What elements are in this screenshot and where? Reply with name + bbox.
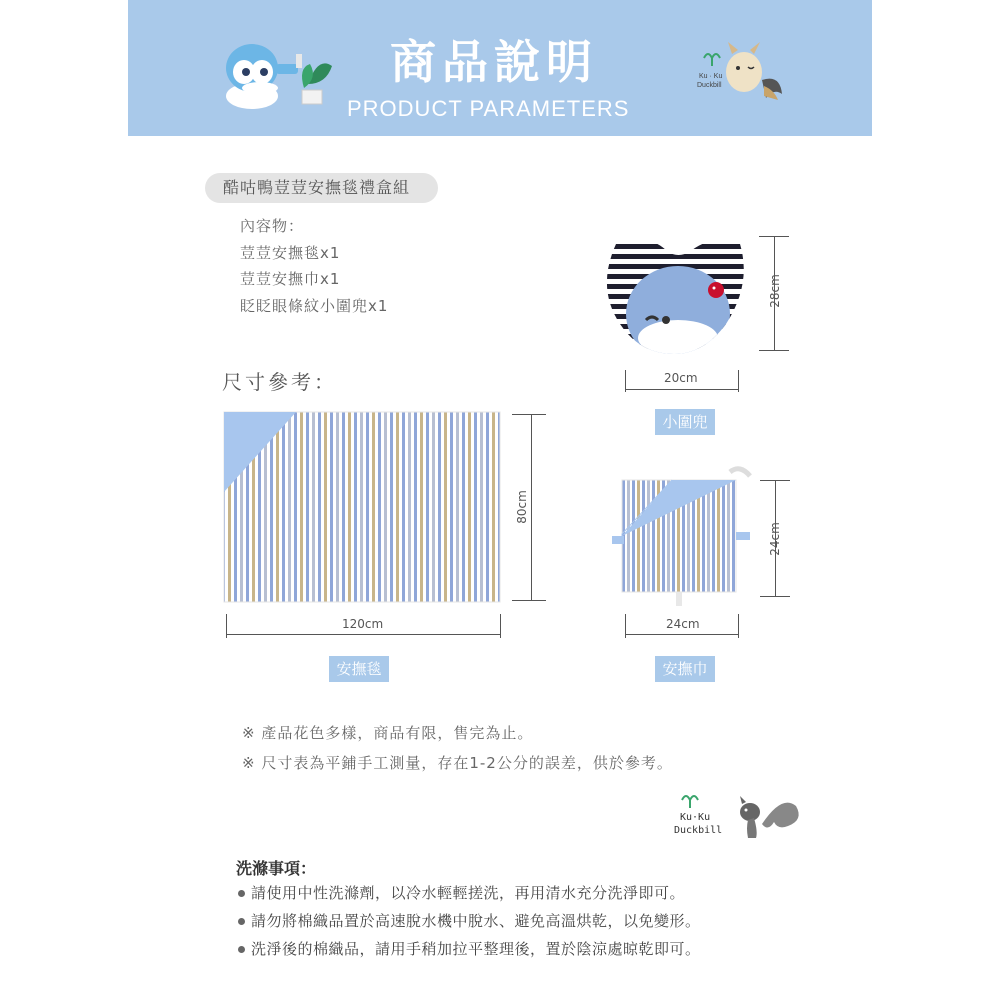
towel-width-label: 24cm	[666, 617, 700, 631]
care-item: 請使用中性洗滌劑，以冷水輕輕搓洗，再用清水充分洗淨即可。	[238, 882, 685, 903]
blanket-width-label: 120cm	[342, 617, 384, 631]
svg-text:Ku · Ku: Ku · Ku	[699, 73, 723, 80]
sprout-icon	[670, 788, 710, 808]
duck-mascot-icon	[212, 34, 336, 110]
contents-item: 眨眨眼條紋小圍兜x1	[240, 296, 389, 315]
care-title: 洗滌事項：	[236, 859, 317, 878]
dimension-line	[738, 614, 739, 638]
dimension-line	[512, 600, 546, 601]
towel-tag: 安撫巾	[655, 656, 715, 682]
bib-height-label: 28cm	[768, 274, 782, 308]
blanket-height-label: 80cm	[515, 490, 529, 524]
dimension-line	[738, 370, 739, 392]
bib-width-label: 20cm	[664, 371, 698, 385]
squirrel-mascot-icon	[696, 36, 788, 108]
bib-image	[606, 234, 750, 358]
contents-item: 荳荳安撫巾x1	[240, 270, 341, 288]
size-reference-label: 尺寸參考：	[222, 370, 337, 394]
logo-text-line2: Duckbill	[674, 825, 723, 836]
note-1: ※ 產品花色多樣，商品有限，售完為止。	[242, 724, 534, 742]
blanket-image	[222, 410, 504, 604]
dimension-line	[760, 596, 790, 597]
towel-image	[612, 466, 762, 612]
squirrel-icon	[728, 788, 804, 840]
banner-title: 商品說明	[390, 35, 598, 89]
blanket-tag: 安撫毯	[329, 656, 389, 682]
logo-text-line1: Ku·Ku	[680, 812, 711, 823]
product-name: 酷咕鴨荳荳安撫毯禮盒組	[205, 173, 438, 203]
care-item: 請勿將棉織品置於高速脫水機中脫水、避免高溫烘乾，以免變形。	[238, 910, 701, 931]
dimension-line	[759, 350, 789, 351]
bullet-icon	[238, 918, 245, 925]
dimension-line	[625, 634, 738, 635]
dimension-line	[625, 389, 738, 390]
contents-item: 荳荳安撫毯x1	[240, 243, 341, 262]
bib-tag: 小圍兜	[655, 409, 715, 435]
dimension-line	[500, 614, 501, 638]
note-2: ※ 尺寸表為平鋪手工測量，存在1-2公分的誤差，供於參考。	[242, 754, 673, 772]
care-item: 洗淨後的棉織品，請用手稍加拉平整理後，置於陰涼處晾乾即可。	[238, 938, 701, 959]
svg-text:Duckbill: Duckbill	[697, 82, 722, 89]
dimension-line	[531, 414, 532, 600]
towel-height-label: 24cm	[768, 522, 782, 556]
bullet-icon	[238, 946, 245, 953]
contents-label: 內容物：	[240, 217, 305, 235]
bullet-icon	[238, 890, 245, 897]
banner-subtitle: PRODUCT PARAMETERS	[347, 96, 630, 121]
dimension-line	[226, 634, 501, 635]
dimension-line	[512, 414, 546, 415]
contents-list	[240, 213, 388, 319]
